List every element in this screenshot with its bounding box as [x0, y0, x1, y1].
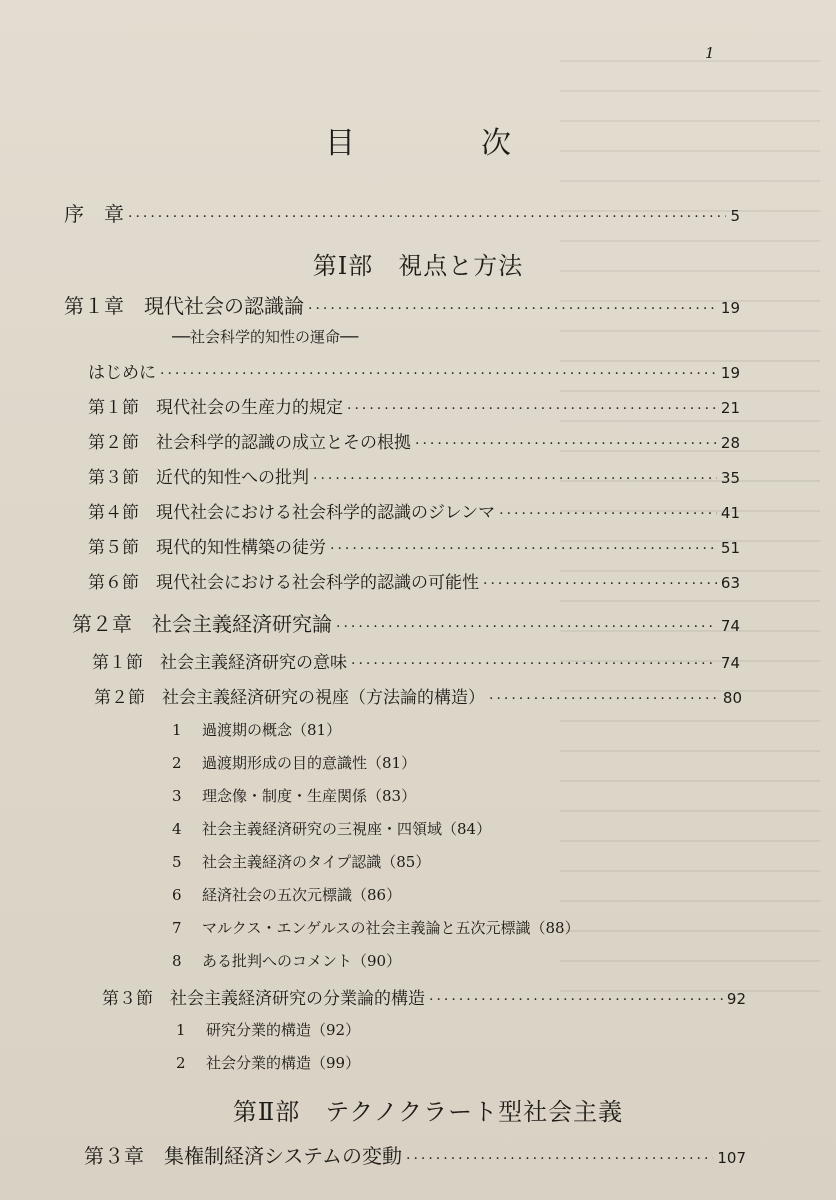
- toc-subitem: 1 研究分業的構造（92）: [176, 1021, 361, 1039]
- toc-subitem: 2 社会分業的構造（99）: [176, 1054, 361, 1072]
- toc-entry-chapter-1: 第１章 現代社会の認識論 ····· 19: [64, 290, 740, 319]
- toc-entry-ch2-sec2: 第２節 社会主義経済研究の視座（方法論的構造） ····· 80: [94, 683, 742, 708]
- chapter-1-subtitle: ──社会科学的知性の運命──: [172, 328, 359, 346]
- part-heading-1: 第Ⅰ部 視点と方法: [312, 252, 524, 280]
- toc-entry-ch2-sec3: 第３節 社会主義経済研究の分業論的構造 ····· 92: [102, 984, 746, 1009]
- toc-entry-ch1-sec4: 第４節 現代社会における社会科学的認識のジレンマ ····· 41: [88, 498, 740, 523]
- toc-entry-ch2-sec1: 第１節 社会主義経済研究の意味 ····· 74: [92, 648, 740, 673]
- part-heading-2: 第Ⅱ部 テクノクラート型社会主義: [232, 1098, 624, 1126]
- toc-entry-ch1-sec5: 第５節 現代的知性構築の徒労 ····· 51: [88, 533, 740, 558]
- toc-entry-ch1-sec6: 第６節 現代社会における社会科学的認識の可能性 ····· 63: [88, 568, 740, 593]
- toc-subitem: 6 経済社会の五次元標識（86）: [172, 886, 402, 904]
- toc-entry-chapter-3: 第３章 集権制経済システムの変動 ····· 107: [84, 1140, 746, 1169]
- toc-entry-ch1-sec3: 第３節 近代的知性への批判 ····· 35: [88, 463, 740, 488]
- toc-entry-introduction: はじめに ····· 19: [88, 358, 740, 383]
- toc-subitem: 8 ある批判へのコメント（90）: [172, 952, 402, 970]
- toc-entry-chapter-2: 第２章 社会主義経済研究論 ····· 74: [72, 608, 740, 637]
- page-number: 1: [705, 44, 715, 62]
- toc-subitem: 3 理念像・制度・生産関係（83）: [172, 787, 417, 805]
- toc-entry-preface: 序 章 ····· 5: [64, 198, 740, 227]
- toc-subitem: 5 社会主義経済のタイプ認識（85）: [172, 853, 431, 871]
- toc-subitem: 7 マルクス・エンゲルスの社会主義論と五次元標識（88）: [172, 919, 580, 937]
- toc-entry-ch1-sec1: 第１節 現代社会の生産力的規定 ····· 21: [88, 393, 740, 418]
- toc-subitem: 2 過渡期形成の目的意識性（81）: [172, 754, 417, 772]
- page-title: 目 次: [325, 126, 559, 161]
- toc-subitem: 4 社会主義経済研究の三視座・四領域（84）: [172, 820, 492, 838]
- toc-subitem: 1 過渡期の概念（81）: [172, 721, 342, 739]
- toc-entry-ch1-sec2: 第２節 社会科学的認識の成立とその根拠 ····· 28: [88, 428, 740, 453]
